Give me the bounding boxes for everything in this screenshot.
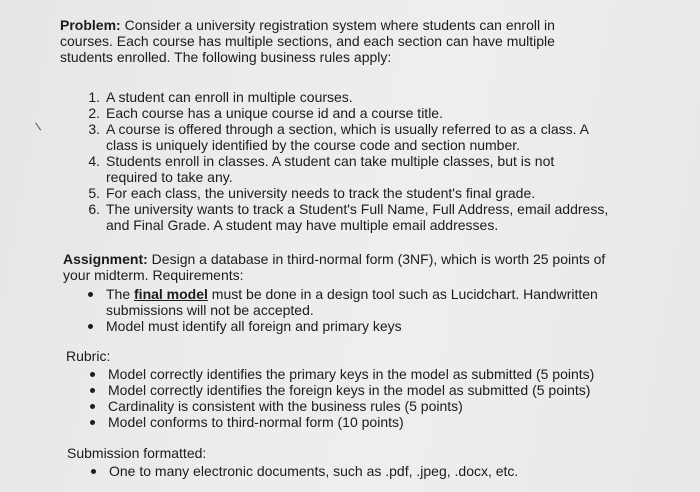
bullet-icon bbox=[90, 372, 95, 377]
list-item: Model conforms to third-normal form (10 points) bbox=[86, 414, 606, 430]
rubric-list bbox=[86, 366, 606, 430]
submission-list bbox=[87, 463, 607, 479]
problem-label: Problem: bbox=[60, 17, 121, 33]
submission-heading: Submission formatted: bbox=[67, 445, 207, 461]
bullet-icon bbox=[90, 388, 95, 393]
requirements-list bbox=[84, 286, 604, 334]
business-rules-list bbox=[80, 89, 610, 233]
list-item: 2. Each course has a unique course id and a course title. bbox=[88, 105, 443, 121]
list-item: One to many electronic documents, such as .pdf, .jpeg, .docx, etc. bbox=[87, 463, 607, 479]
list-item: 4. Students enroll in classes. A student can take multiple classes, but is not required to take any. bbox=[88, 153, 555, 185]
list-item: Model correctly identifies the primary keys in the model as submitted (5 points) bbox=[86, 366, 606, 382]
bullet-icon bbox=[91, 469, 96, 474]
list-item: The final model must be done in a design tool such as Lucidchart. Handwritten submissions will not be accepted. bbox=[84, 286, 604, 318]
list-item: 5. For each class, the university needs to track the student's final grade. bbox=[88, 185, 536, 201]
list-item: 3. A course is offered through a section, which is usually referred to as a class. A class is uniquely identified by the course code and section number. bbox=[88, 121, 589, 153]
problem-paragraph bbox=[60, 17, 580, 65]
bullet-icon bbox=[88, 292, 93, 297]
rubric-heading: Rubric: bbox=[66, 348, 111, 364]
problem-intro: Consider a university registration system where students can enroll in courses. Each course has multiple sections, and each section can have multiple students enrolled. The following business rules apply: bbox=[60, 17, 555, 65]
assignment-label: Assignment: bbox=[63, 251, 148, 267]
pen-mark bbox=[35, 119, 47, 131]
assignment-paragraph bbox=[63, 251, 613, 283]
bullet-icon bbox=[90, 420, 95, 425]
list-item: Cardinality is consistent with the business rules (5 points) bbox=[86, 398, 606, 414]
list-item: 1. A student can enroll in multiple courses. bbox=[88, 89, 353, 105]
list-item: Model correctly identifies the foreign keys in the model as submitted (5 points) bbox=[86, 382, 606, 398]
assignment-text: Design a database in third-normal form (3NF), which is worth 25 points of your midterm. Requirements: bbox=[63, 251, 606, 283]
bullet-icon bbox=[88, 324, 93, 329]
final-model-emphasis: final model bbox=[134, 286, 208, 302]
bullet-icon bbox=[90, 404, 95, 409]
list-item: 6. The university wants to track a Student's Full Name, Full Address, email address, and Final Grade. A student may have multiple email addresses. bbox=[88, 201, 609, 233]
list-item: Model must identify all foreign and primary keys bbox=[84, 318, 604, 334]
